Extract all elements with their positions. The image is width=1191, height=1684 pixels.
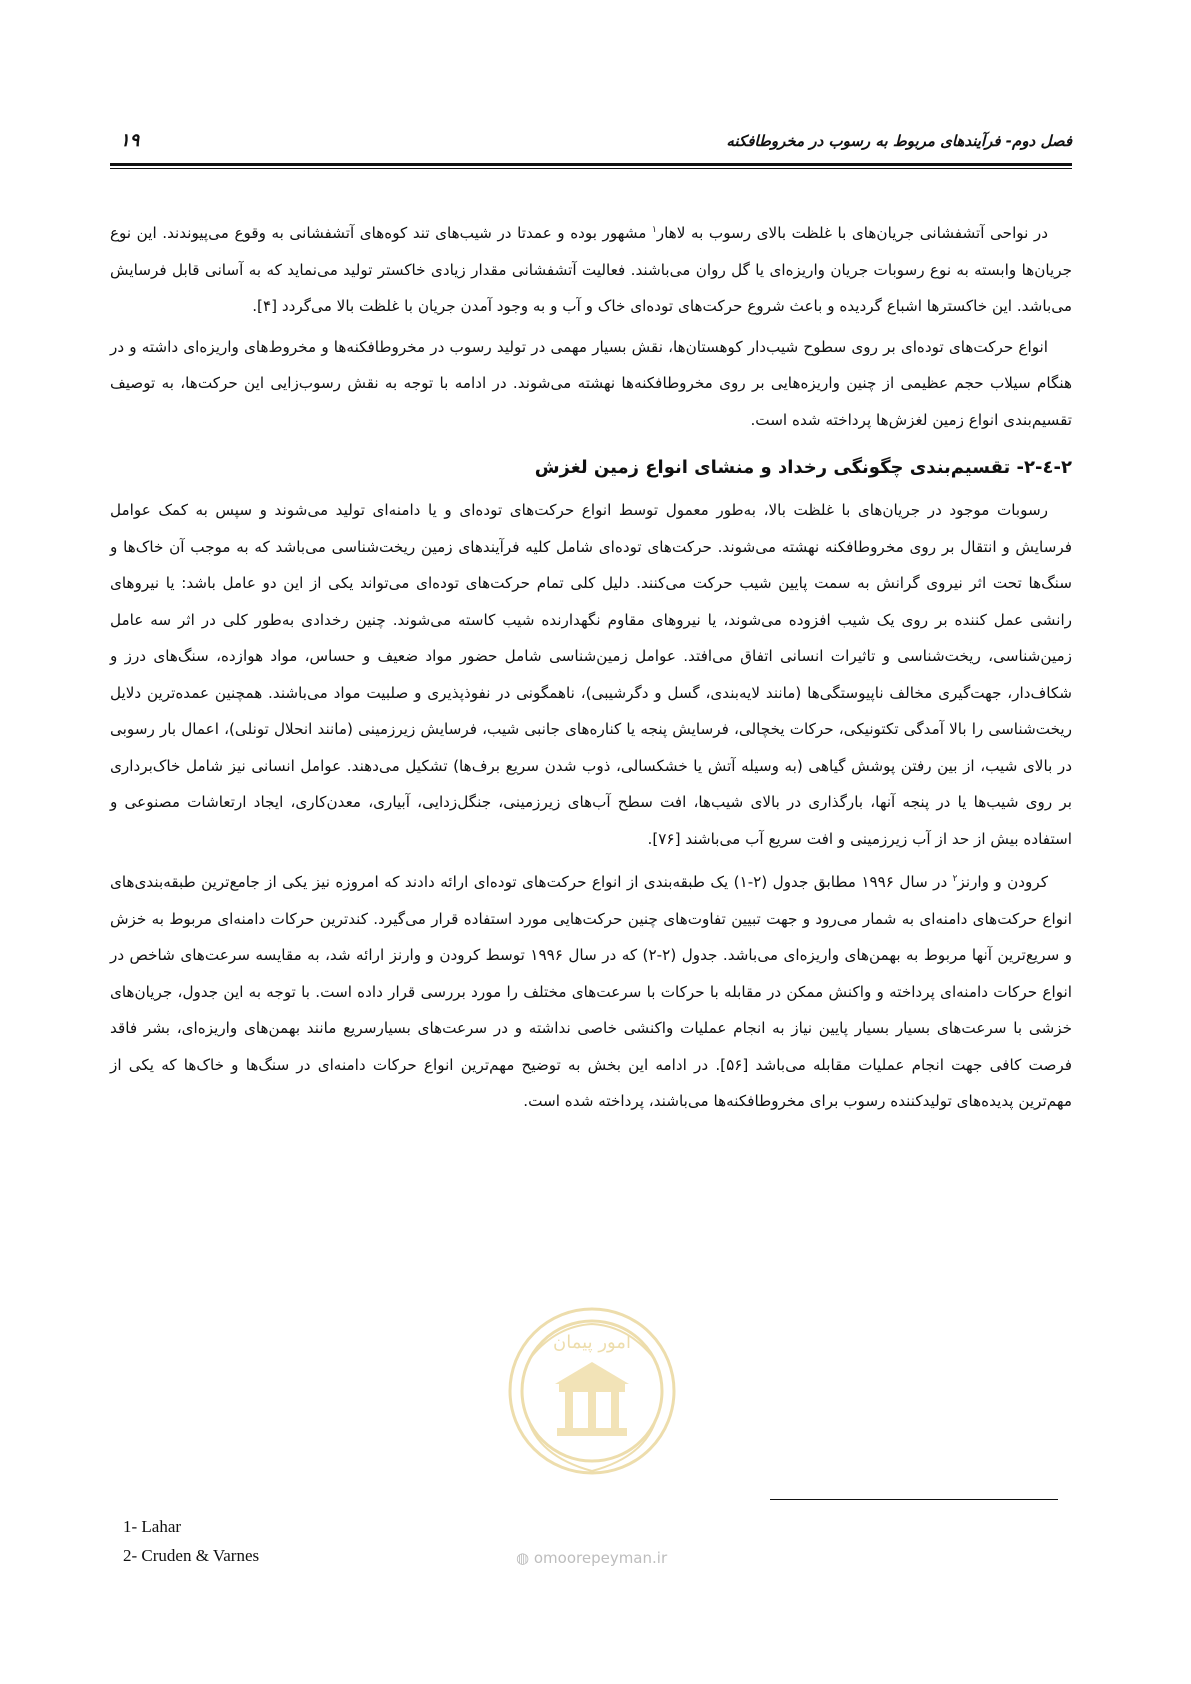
footnote-ref-2: ۲ xyxy=(952,874,958,885)
page-header xyxy=(110,118,1072,158)
paragraph-4-rest: در سال ۱۹۹۶ مطابق جدول (۲-۱) یک طبقه‌بندی از انواع حرکت‌های توده‌ای ارائه دادند که امروزه نیز یکی از جامع‌ترین طبقه‌بندی‌های انواع حرکت‌های دامنه‌ای به شمار می‌رود و جهت تبیین تفاوت‌های چنین حرکت‌هایی مورد استفاده قرار می‌گیرد. کندترین حرکات دامنه‌ای مربوط به خزش و سریع‌ترین آنها مربوط به بهمن‌های واریزه‌ای می‌باشد. جدول (۲-۲) که در سال ۱۹۹۶ توسط کرودن و وارنز ارائه شد، به مقایسه سرعت‌های شاخص در انواع حرکات دامنه‌ای پرداخته و واکنش ممکن در مقابله با حرکات با سرعت‌های مختلف را مورد بررسی قرار داده است. با توجه به این جدول، جریان‌های خزشی با سرعت‌های بسیار بسیار پایین نیاز به انجام عملیات واکنشی خاصی نداشته و در سرعت‌های بسیارسریع مانند بهمن‌های واریزه‌ای، بشر فاقد فرصت کافی جهت انجام عملیات مقابله می‌باشد [۵۶]. در ادامه این بخش به توضیح مهم‌ترین انواع حرکات دامنه‌ای در سنگ‌ها و خاک‌ها که یکی از مهم‌ترین پدیده‌های تولیدکننده رسوب برای مخروطافکنه‌ها می‌باشند، پرداخته شده است. xyxy=(110,873,1073,1111)
header-rule-thick xyxy=(110,163,1072,166)
paragraph-4 xyxy=(110,861,1072,1120)
footnote-2: 2- Cruden & Varnes xyxy=(123,1546,260,1565)
watermark-stamp-logo xyxy=(497,1296,687,1506)
footnote-ref-1: ۱ xyxy=(651,225,657,235)
chapter-title: فصل دوم- فرآیندهای مربوط به رسوب در مخروطافکنه xyxy=(726,132,1072,150)
watermark-url xyxy=(516,1549,667,1567)
paragraph-3: رسوبات موجود در جریان‌های با غلظت بالا، به‌طور معمول توسط انواع حرکت‌های توده‌ای و یا دامنه‌ای تولید می‌شوند و سپس به کمک عوامل فرسایش و انتقال بر روی مخروطافکنه نهشته می‌شوند. حرکت‌های توده‌ای شامل کلیه فرآیندهای زمین ریخت‌شناسی می‌باشد که به موجب آن خاک‌ها و سنگ‌ها تحت اثر نیروی گرانش به سمت پایین شیب حرکت می‌کنند. دلیل کلی تمام حرکت‌های توده‌ای می‌تواند یکی از این دو عامل باشد: یا نیروهای رانشی عمل کننده بر روی یک شیب افزوده می‌شوند، یا نیروهای مقاوم نگهدارنده شیب کاسته می‌شوند. چنین رخدادی به‌طور کلی در اثر سه عامل زمین‌شناسی، ریخت‌شناسی و تاثیرات انسانی اتفاق می‌افتد. عوامل زمین‌شناسی شامل حضور مواد ضعیف و حساس، مواد هوازده، سنگ‌های درز و شکاف‌دار، جهت‌گیری مخالف ناپیوستگی‌ها (مانند لایه‌بندی، گسل و دگرشیبی)، ناهمگونی در نفوذپذیری و صلبیت مواد می‌باشند. همچنین عمده‌ترین دلایل ریخت‌شناسی را بالا آمدگی تکتونیکی، حرکات یخچالی، فرسایش پنجه یا کناره‌های جانبی شیب، فرسایش زیرزمینی (مانند انحلال تونلی)، اعمال بار رسوبی در بالای شیب، از بین رفتن پوشش گیاهی (به وسیله آتش یا خشکسالی، ذوب شدن سریع برف‌ها) تشکیل می‌دهند. عوامل انسانی نیز شامل خاک‌برداری بر روی شیب‌ها یا در پنجه آنها، بارگذاری در بالای شیب‌ها، افت سطح آب‌های زیرزمینی، جنگل‌زدایی، آبیاری، معدن‌کاری، ایجاد ارتعاشات مصنوعی و استفاده بیش از حد از آب زیرزمینی و افت سریع آب می‌باشند [۷۶]. xyxy=(110,501,1072,848)
page-number: ۱۹ xyxy=(120,130,140,151)
footnote-1: 1- Lahar xyxy=(123,1517,182,1536)
footnote-rule xyxy=(770,1499,1058,1500)
section-heading: ۲-٤-۲- تقسیم‌بندی چگونگی رخداد و منشای انواع زمین لغزش xyxy=(534,457,1072,479)
header-rule-thin xyxy=(110,168,1072,169)
paragraph-1-rest: مشهور بوده و عمدتا در شیب‌های تند کوه‌های آتشفشانی به وقوع می‌پیوندند. این نوع جریان‌ها وابسته به نوع رسوبات جریان واریزه‌ای یا گل روان می‌باشند. فعالیت آتشفشانی مقدار زیادی خاکستر تولید می‌نماید که به آسانی قابل فرسایش می‌باشد. این خاکسترها اشباع گردیده و باعث شروع حرکت‌های توده‌ای خاک و آب و به وجود آمدن جریان با غلظت بالا می‌گردد [۴]. xyxy=(110,224,1072,316)
footnotes xyxy=(123,1512,259,1570)
body-text xyxy=(110,212,1072,1124)
stamp-lettering: امور پیمان xyxy=(553,1332,631,1353)
paragraph-1 xyxy=(110,212,1072,325)
paragraph-4-start: کرودن و وارنز xyxy=(957,873,1048,892)
paragraph-1-start: در نواحی آتشفشانی جریان‌های با غلظت بالای رسوب به لاهار xyxy=(656,224,1049,243)
watermark-url-text: omoorepeyman.ir xyxy=(533,1549,668,1567)
paragraph-2: انواع حرکت‌های توده‌ای بر روی سطوح شیب‌دار کوهستان‌ها، نقش بسیار مهمی در تولید رسوب در مخروطافکنه‌ها و مخروط‌های واریزه‌ای داشته و در هنگام سیلاب حجم عظیمی از چنین واریزه‌هایی بر روی مخروطافکنه‌ها نهشته می‌شوند. در ادامه با توجه به نقش رسوب‌زایی این حرکت‌ها، به توصیف تقسیم‌بندی انواع زمین لغزش‌ها پرداخته شده است. xyxy=(110,337,1072,429)
globe-icon: ◍ xyxy=(516,1549,534,1567)
